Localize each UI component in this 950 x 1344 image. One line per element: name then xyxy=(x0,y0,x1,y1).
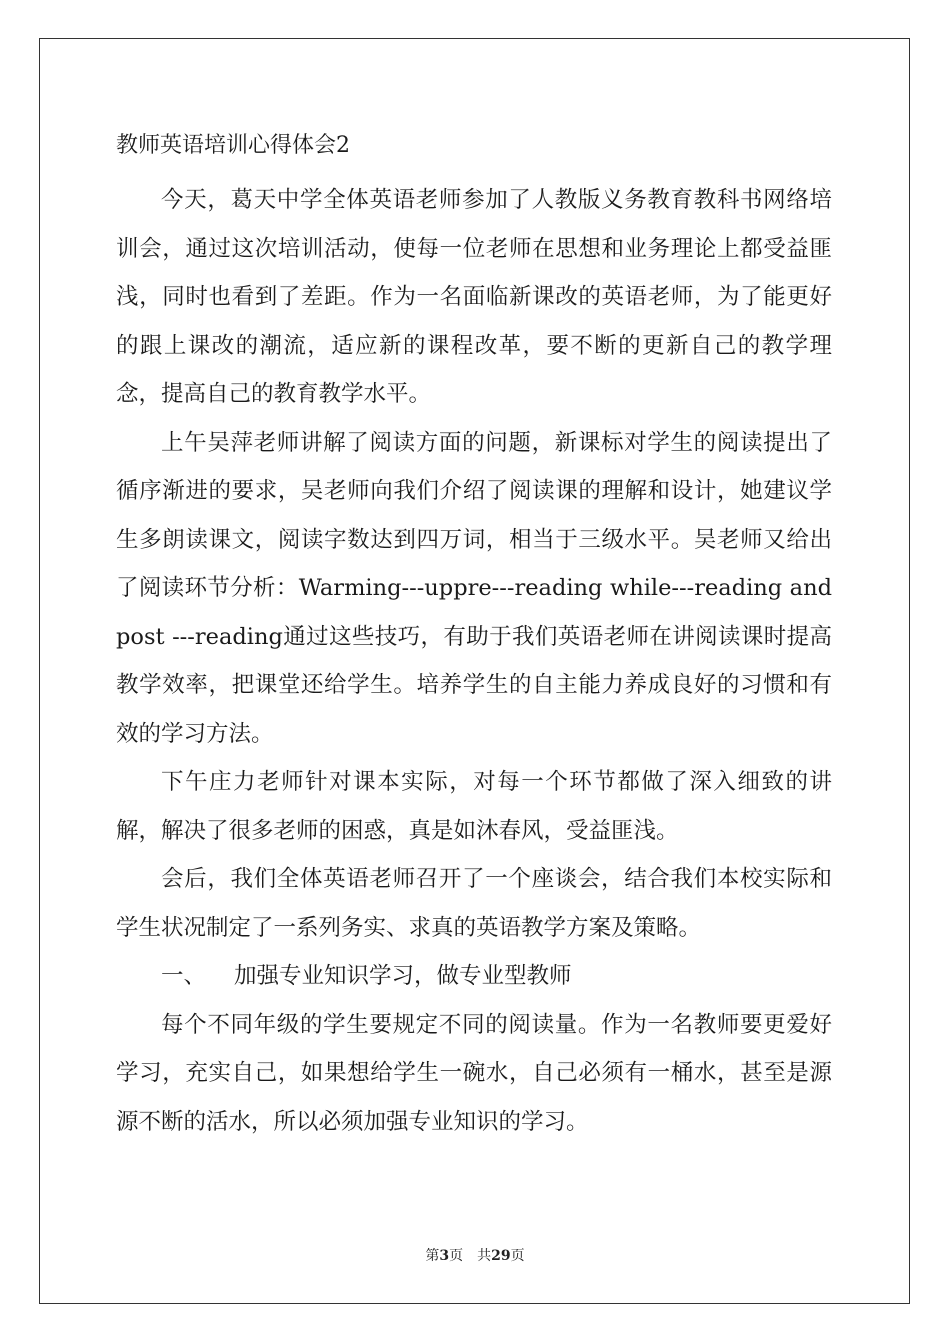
section-number: 一、 xyxy=(161,963,207,989)
paragraph-morning-session: 上午吴萍老师讲解了阅读方面的问题，新课标对学生的阅读提出了循序渐进的要求，吴老师向我们介绍了阅读课的理解和设计，她建议学生多朗读课文，阅读字数达到四万词，相当于三级水平。吴老师又给出了阅读环节分析：Warming---uppre---reading while---reading and post ---reading通过这些技巧，有助于我们英语老师在讲阅读课时提高教学效率，把课堂还给学生。培养学生的自主能力养成良好的习惯和有效的学习方法。 xyxy=(116,429,832,747)
page-footer xyxy=(0,1245,950,1265)
document-title: 教师英语培训心得体会2 xyxy=(116,133,350,158)
paragraph-afternoon-session: 下午庄力老师针对课本实际，对每一个环节都做了深入细致的讲解，解决了很多老师的困惑，真是如沐春风，受益匪浅。 xyxy=(116,769,832,844)
total-suffix: 页 xyxy=(510,1248,525,1264)
paragraph-meeting: 会后，我们全体英语老师召开了一个座谈会，结合我们本校实际和学生状况制定了一系列务实、求真的英语教学方案及策略。 xyxy=(116,866,832,941)
section-heading-text: 加强专业知识学习，做专业型教师 xyxy=(234,963,572,989)
total-pages: 29 xyxy=(491,1248,511,1264)
document-body xyxy=(116,130,832,1146)
page-suffix: 页 xyxy=(449,1248,464,1264)
section-heading-one xyxy=(116,952,832,1001)
paragraph-section-one: 每个不同年级的学生要规定不同的阅读量。作为一名教师要更爱好学习，充实自己，如果想给学生一碗水，自己必须有一桶水，甚至是源源不断的活水，所以必须加强专业知识的学习。 xyxy=(116,1011,832,1135)
page-prefix: 第 xyxy=(425,1248,440,1264)
total-prefix: 共 xyxy=(477,1248,492,1264)
page-number: 3 xyxy=(439,1248,450,1264)
paragraph-intro: 今天，葛天中学全体英语老师参加了人教版义务教育教科书网络培训会，通过这次培训活动，使每一位老师在思想和业务理论上都受益匪浅，同时也看到了差距。作为一名面临新课改的英语老师，为了能更好的跟上课改的潮流，适应新的课程改革，要不断的更新自己的教学理念，提高自己的教育教学水平。 xyxy=(116,187,832,407)
